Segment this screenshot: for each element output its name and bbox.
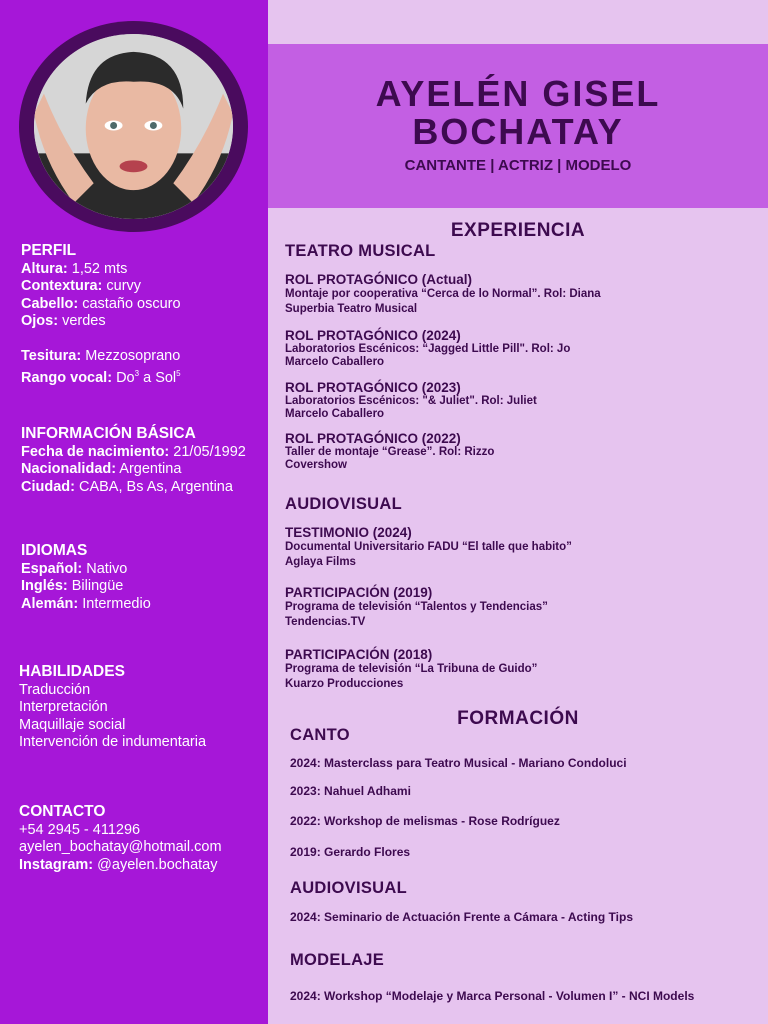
fecha-nacimiento-line: Fecha de nacimiento: 21/05/1992 — [21, 443, 246, 460]
habilidad-item: Interpretación — [19, 699, 108, 715]
audiovisual-form-title: AUDIOVISUAL — [290, 879, 407, 897]
experiencia-title: EXPERIENCIA — [450, 220, 586, 241]
formacion-title: FORMACIÓN — [457, 708, 579, 729]
contacto-heading: CONTACTO — [19, 803, 106, 820]
perfil-heading: PERFIL — [21, 242, 77, 259]
info-basica-section — [21, 425, 261, 496]
sidebar — [0, 0, 268, 1024]
experience-entry: ROL PROTAGÓNICO (2022) Taller de montaje “Grease”. Rol: Rizzo Covershow — [285, 431, 495, 471]
course-item: 2024: Workshop “Modelaje y Marca Personal - Volumen I” - NCI Models — [290, 989, 695, 1003]
ojos-line: Ojos: verdes — [21, 313, 106, 329]
experience-entry: TESTIMONIO (2024) Documental Universitario FADU “El talle que habito” Aglaya Films — [285, 525, 572, 568]
rango-vocal-line: Rango vocal: Do$^3$ a Sol$^5$ — [21, 369, 181, 386]
ingles-line: Inglés: Bilingüe — [21, 578, 124, 594]
info-basica-heading: INFORMACIÓN BÁSICA — [21, 425, 196, 442]
idiomas-section — [21, 542, 261, 613]
canto-title: CANTO — [290, 726, 350, 744]
modelaje-title: MODELAJE — [290, 951, 385, 969]
experience-entry: ROL PROTAGÓNICO (2023) Laboratorios Escénicos: "& Juliet". Rol: Juliet Marcelo Caballero — [285, 380, 537, 420]
habilidad-item: Intervención de indumentaria — [19, 734, 207, 750]
habilidades-heading: HABILIDADES — [19, 663, 125, 680]
espanol-line: Español: Nativo — [21, 560, 128, 577]
experience-entry: ROL PROTAGÓNICO (Actual) Montaje por cooperativa “Cerca de lo Normal”. Rol: Diana Superbia Teatro Musical — [285, 272, 601, 315]
teatro-musical-title: TEATRO MUSICAL — [285, 242, 436, 260]
experience-entry: PARTICIPACIÓN (2019) Programa de televisión “Talentos y Tendencias” Tendencias.TV — [285, 585, 548, 628]
course-item: 2024: Seminario de Actuación Frente a Cámara - Acting Tips — [290, 910, 633, 924]
habilidades-section — [19, 663, 259, 752]
full-name: AYELÉN GISEL BOCHATAY — [375, 73, 661, 152]
top-band — [268, 0, 768, 44]
perfil-section — [21, 242, 261, 387]
course-item: 2022: Workshop de melismas - Rose Rodríguez — [290, 814, 560, 828]
contacto-section — [19, 803, 259, 874]
experience-entry: PARTICIPACIÓN (2018) Programa de televisión “La Tribuna de Guido” Kuarzo Producciones — [285, 647, 538, 690]
idiomas-heading: IDIOMAS — [21, 542, 88, 559]
tesitura-line: Tesitura: Mezzosoprano — [21, 347, 181, 364]
cabello-line: Cabello: castaño oscuro — [21, 295, 181, 312]
roles-subtitle: CANTANTE | ACTRIZ | MODELO — [404, 157, 632, 174]
profile-photo-frame — [19, 21, 248, 232]
ciudad-line: Ciudad: CABA, Bs As, Argentina — [21, 478, 233, 495]
contextura-line: Contextura: curvy — [21, 278, 142, 294]
altura-line: Altura: 1,52 mts — [21, 260, 128, 277]
header — [268, 44, 768, 208]
habilidad-item: Maquillaje social — [19, 716, 126, 733]
audiovisual-exp-title: AUDIOVISUAL — [285, 495, 402, 513]
course-item: 2023: Nahuel Adhami — [290, 784, 411, 798]
course-item: 2019: Gerardo Flores — [290, 845, 411, 859]
habilidad-item: Traducción — [19, 681, 91, 698]
profile-photo — [34, 34, 233, 219]
aleman-line: Alemán: Intermedio — [21, 595, 151, 612]
experience-entry: ROL PROTAGÓNICO (2024) Laboratorios Escénicos: “Jagged Little Pill". Rol: Jo Marcelo Caballero — [285, 328, 571, 368]
phone-text[interactable]: +54 2945 - 411296 — [19, 821, 141, 838]
email-link[interactable]: ayelen_bochatay@hotmail.com — [19, 839, 222, 855]
course-item: 2024: Masterclass para Teatro Musical - Mariano Condoluci — [290, 756, 627, 770]
nacionalidad-line: Nacionalidad: Argentina — [21, 461, 182, 477]
instagram-line[interactable]: Instagram: @ayelen.bochatay — [19, 856, 218, 873]
